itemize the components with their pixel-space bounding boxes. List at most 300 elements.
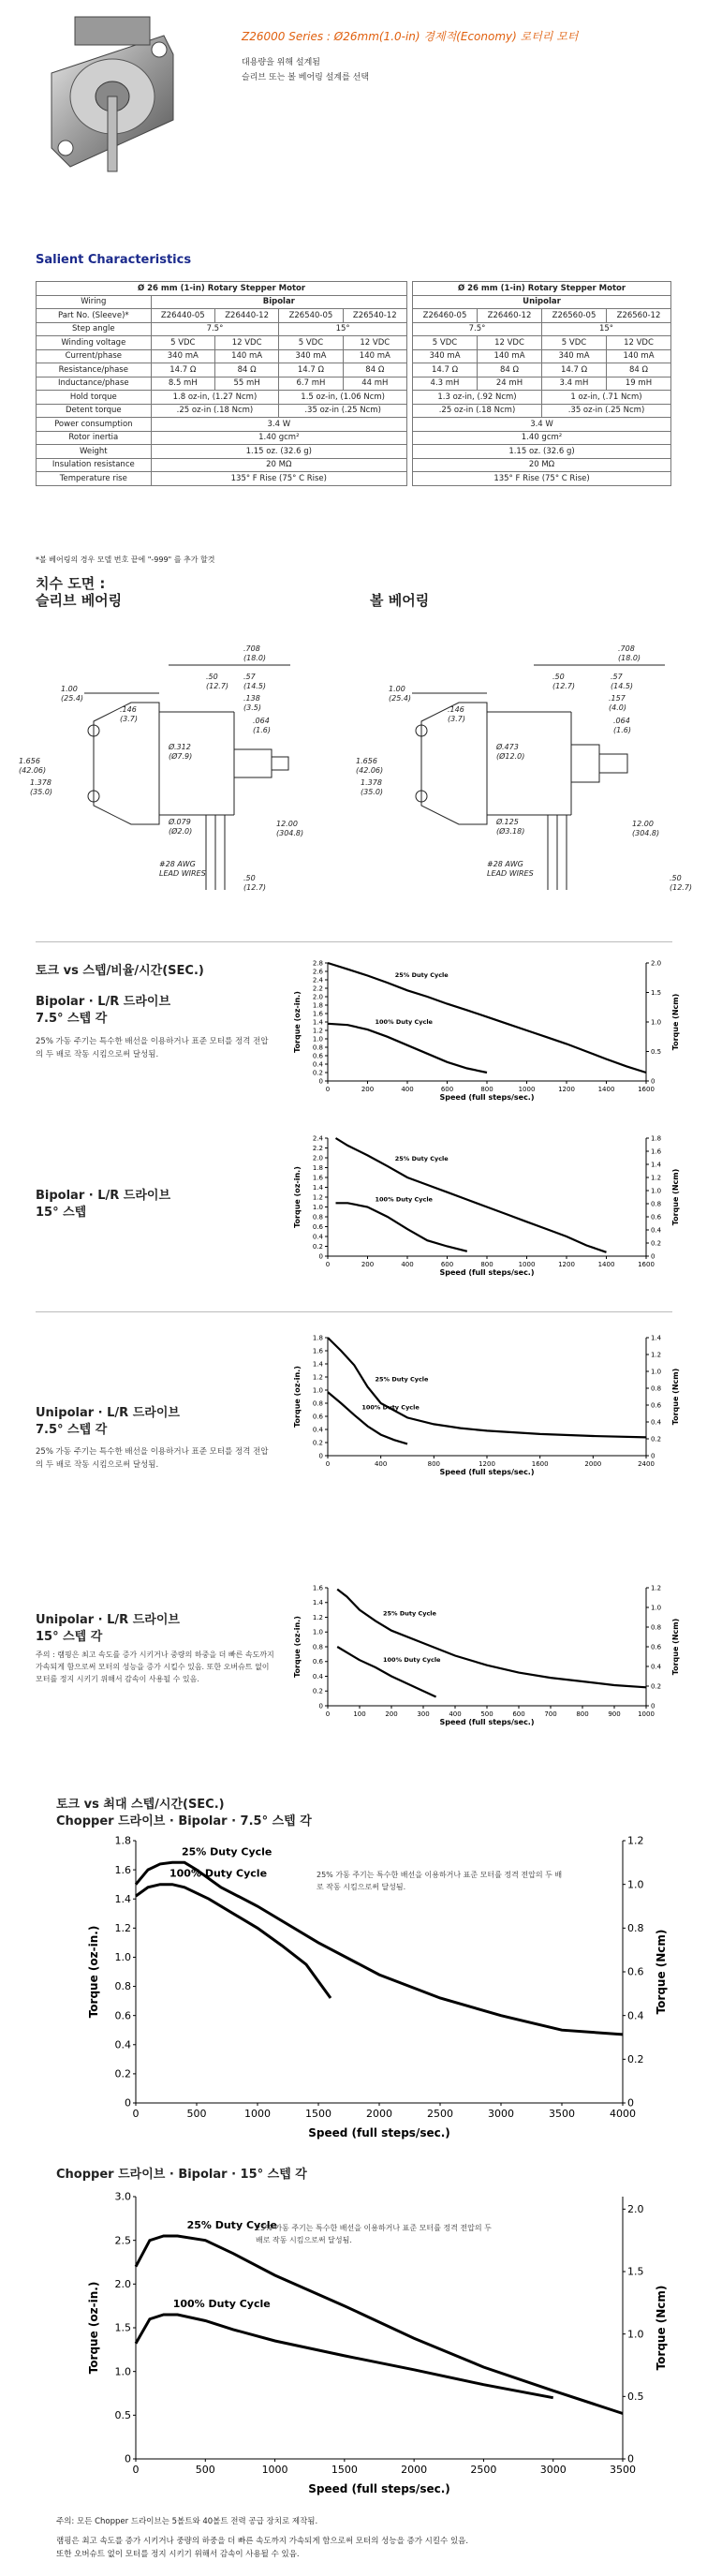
footnote: *볼 베어링의 경우 모델 번호 끝에 "-999" 를 추가 할것 xyxy=(36,555,215,564)
cell: Z26560-05 xyxy=(542,309,607,323)
y2-tick-label: 0.8 xyxy=(627,1922,644,1934)
cell: 5 VDC xyxy=(279,336,343,350)
y2-tick-label: 1.6 xyxy=(651,1147,662,1156)
y-tick-label: 0.4 xyxy=(312,1426,323,1434)
cell: .35 oz-in (.25 Ncm) xyxy=(542,404,671,418)
y2-axis-label: Torque (Ncm) xyxy=(655,1929,668,2015)
cell: 340 mA xyxy=(279,349,343,363)
dim-label: (12.7) xyxy=(552,682,576,690)
cell: 12 VDC xyxy=(214,336,278,350)
x-tick-label: 1200 xyxy=(479,1460,495,1468)
footer-note-2: 램핑은 최고 속도를 증가 시키거나 중량의 하중을 더 빠른 속도까지 가속되게 함으로써 모터의 성능을 증가 시킬수 있음. xyxy=(56,2537,469,2546)
x-tick-label: 400 xyxy=(449,1710,462,1718)
cell: Z26540-05 xyxy=(279,309,343,323)
y-tick-label: 0.2 xyxy=(312,1069,323,1077)
chopper-15-note: 25% 가동 주기는 특수한 배선을 이용하거나 표준 모터를 정격 전압의 두 배로 작동 시킴으로써 달성됨. xyxy=(256,2224,492,2244)
x-tick-label: 0 xyxy=(325,1460,331,1468)
dim-label: #28 AWG xyxy=(487,860,523,868)
row-label: Part No. (Sleeve)* xyxy=(37,309,152,323)
y2-tick-label: 0.4 xyxy=(651,1663,662,1671)
x-tick-label: 0 xyxy=(325,1710,331,1718)
y2-tick-label: 0.2 xyxy=(651,1435,662,1443)
cell: 1.3 oz-in, (.92 Ncm) xyxy=(413,391,542,405)
y2-tick-label: 0.2 xyxy=(651,1682,662,1691)
y2-tick-label: 1.0 xyxy=(651,1368,662,1376)
y-tick-label: 0.5 xyxy=(114,2409,131,2421)
cell: Z26560-12 xyxy=(607,309,671,323)
dim-label: LEAD WIRES xyxy=(487,869,534,878)
cell: 84 Ω xyxy=(478,363,542,378)
dim-label: (3.5) xyxy=(243,703,261,712)
x-tick-label: 1000 xyxy=(244,2108,271,2120)
y-tick-label: 1.0 xyxy=(312,1628,323,1636)
y2-tick-label: 1.0 xyxy=(627,1878,644,1891)
dim-label: (1.6) xyxy=(253,726,271,734)
x-tick-label: 800 xyxy=(427,1460,441,1468)
cell: 7.5° xyxy=(413,322,542,336)
y-tick-label: 1.0 xyxy=(312,1386,323,1395)
y2-axis-label: Torque (Ncm) xyxy=(671,1168,680,1226)
y2-tick-label: 0.4 xyxy=(651,1226,662,1235)
dim-label: (Ø2.0) xyxy=(169,827,193,836)
y2-tick-label: 0.8 xyxy=(651,1623,662,1632)
cell: 5 VDC xyxy=(542,336,607,350)
bipolar-table-header: Ø 26 mm (1-in) Rotary Stepper Motor xyxy=(37,282,407,296)
x-tick-label: 0 xyxy=(132,2108,140,2120)
dim-label: .146 xyxy=(448,705,464,714)
y-tick-label: 0.4 xyxy=(312,1233,323,1241)
row-label: Winding voltage xyxy=(37,336,152,350)
y-tick-label: 0.8 xyxy=(312,1643,323,1651)
bi75-title-2: 7.5° 스텝 각 xyxy=(36,1012,108,1026)
series-label: 100% Duty Cycle xyxy=(169,1867,268,1880)
series-line xyxy=(337,1647,435,1697)
dim-label: 1.00 xyxy=(389,685,405,693)
x-tick-label: 3000 xyxy=(539,2464,567,2476)
dim-label: 1.656 xyxy=(19,757,40,765)
dim-label: Ø.079 xyxy=(169,818,191,826)
y-tick-label: 1.0 xyxy=(312,1035,323,1044)
cell: 1.5 oz-in, (1.06 Ncm) xyxy=(279,391,407,405)
y2-tick-label: 1.0 xyxy=(651,1604,662,1612)
x-tick-label: 1500 xyxy=(331,2464,358,2476)
y-tick-label: 1.2 xyxy=(312,1193,323,1202)
dim-label: 1.00 xyxy=(61,685,78,693)
row-label: Insulation resistance xyxy=(37,458,152,472)
x-tick-label: 3500 xyxy=(610,2464,636,2476)
y-tick-label: 0.8 xyxy=(312,1213,323,1221)
row-label: Detent torque xyxy=(37,404,152,418)
row-label: Resistance/phase xyxy=(37,363,152,378)
y-tick-label: 1.0 xyxy=(114,1951,131,1964)
cell: Z26460-12 xyxy=(478,309,542,323)
y2-tick-label: 0.5 xyxy=(627,2391,644,2403)
y-tick-label: 0 xyxy=(318,1702,323,1710)
x-axis-label: Speed (full steps/sec.) xyxy=(439,1093,535,1102)
x-axis-label: Speed (full steps/sec.) xyxy=(439,1468,535,1476)
y2-tick-label: 1.2 xyxy=(651,1174,662,1182)
chart-unipolar-lr-15 xyxy=(290,1578,684,1728)
row-label: Wiring xyxy=(37,295,152,309)
dim-label: .50 xyxy=(552,673,565,681)
cell: 12 VDC xyxy=(478,336,542,350)
bi15-title-2: 15° 스텝 xyxy=(36,1206,87,1220)
y2-axis-label: Torque (Ncm) xyxy=(671,1368,680,1426)
x-tick-label: 400 xyxy=(401,1086,414,1093)
x-tick-label: 500 xyxy=(480,1710,493,1718)
x-axis-label: Speed (full steps/sec.) xyxy=(308,2482,450,2495)
dim-label: (18.0) xyxy=(243,654,267,662)
y2-tick-label: 0.6 xyxy=(627,1965,644,1978)
cell: 140 mA xyxy=(343,349,406,363)
x-tick-label: 1000 xyxy=(518,1086,536,1093)
dim-label: #28 AWG xyxy=(159,860,196,868)
cell: 340 mA xyxy=(413,349,478,363)
series-label: 100% Duty Cycle xyxy=(383,1656,441,1665)
y-tick-label: 1.6 xyxy=(312,1174,323,1182)
x-tick-label: 800 xyxy=(480,1261,493,1268)
y-axis-label: Torque (oz-in.) xyxy=(293,1366,302,1428)
row-label: Step angle xyxy=(37,322,152,336)
dim-label: .157 xyxy=(609,694,626,703)
series-label: 25% Duty Cycle xyxy=(394,1154,449,1162)
y-tick-label: 1.2 xyxy=(312,1027,323,1035)
y-tick-label: 1.2 xyxy=(312,1373,323,1382)
cell: 140 mA xyxy=(478,349,542,363)
unipolar-spec-table xyxy=(412,281,671,486)
y-tick-label: 1.4 xyxy=(312,1360,323,1369)
dim-label: .50 xyxy=(206,673,218,681)
cell: .35 oz-in (.25 Ncm) xyxy=(279,404,407,418)
dim-label: LEAD WIRES xyxy=(159,869,206,878)
dim-label: (14.5) xyxy=(243,682,267,690)
series-line xyxy=(328,1338,646,1437)
x-tick-label: 0 xyxy=(132,2464,140,2476)
dim-label: (4.0) xyxy=(609,703,626,712)
y-tick-label: 2.6 xyxy=(312,968,323,976)
section1-title: 토크 vs 스텝/비율/시간(SEC.) xyxy=(36,964,204,978)
x-tick-label: 600 xyxy=(440,1086,454,1093)
y-tick-label: 1.8 xyxy=(312,1001,323,1010)
dim-label: .57 xyxy=(611,673,623,681)
y2-tick-label: 1.2 xyxy=(651,1584,662,1592)
cell: 1.15 oz. (32.6 g) xyxy=(413,445,671,459)
y2-tick-label: 0 xyxy=(651,1452,655,1460)
y-tick-label: 1.2 xyxy=(114,1922,131,1934)
dim-label: (25.4) xyxy=(389,694,412,703)
cell: 15° xyxy=(279,322,407,336)
unipolar-table-header: Ø 26 mm (1-in) Rotary Stepper Motor xyxy=(413,282,671,296)
x-tick-label: 1000 xyxy=(638,1710,655,1718)
cell: 8.5 mH xyxy=(151,377,214,391)
dim-label: (Ø12.0) xyxy=(496,752,525,761)
y-tick-label: 3.0 xyxy=(114,2190,131,2203)
cell: 24 mH xyxy=(478,377,542,391)
series-line xyxy=(136,1885,331,1998)
y-tick-label: 1.6 xyxy=(312,1584,323,1592)
dims-title: 치수 도면 : xyxy=(36,575,106,592)
dim-label: (304.8) xyxy=(276,829,304,837)
uni75-desc: 25% 가동 주기는 특수한 배선을 이용하거나 표준 모터를 정격 전압의 두 배로 작동 시킴으로써 달성됨. xyxy=(36,1447,269,1470)
dim-label: (12.7) xyxy=(243,883,267,892)
row-label: Current/phase xyxy=(37,349,152,363)
cell: .25 oz-in (.18 Ncm) xyxy=(413,404,542,418)
series-label: 100% Duty Cycle xyxy=(361,1403,420,1412)
cell: 20 MΩ xyxy=(151,458,406,472)
sleeve-bearing-drawing xyxy=(19,609,356,918)
y-tick-label: 0.8 xyxy=(312,1044,323,1052)
y-tick-label: 0 xyxy=(318,1452,323,1460)
cell: 14.7 Ω xyxy=(279,363,343,378)
y-tick-label: 0.2 xyxy=(312,1687,323,1695)
series-label: 25% Duty Cycle xyxy=(383,1609,436,1618)
uni15-desc: 주의 : 램핑은 최고 속도를 증가 시키거나 중량의 하중을 더 빠른 속도까지 가속되게 함으로써 모터의 성능을 증가 시킬수 있음. 또한 오버슈트 없이 모터를 정지 시키기 위해서 감속이 사용될 수 있음. xyxy=(36,1651,274,1683)
cell: 1 oz-in, (.71 Ncm) xyxy=(542,391,671,405)
x-tick-label: 0 xyxy=(325,1261,331,1268)
cell: Z26440-12 xyxy=(214,309,278,323)
y-tick-label: 2.0 xyxy=(114,2278,131,2290)
y-tick-label: 1.5 xyxy=(114,2321,131,2334)
motor-photo xyxy=(33,7,183,185)
y-tick-label: 0.8 xyxy=(312,1399,323,1408)
dim-label: .50 xyxy=(243,874,256,882)
wiring-value: Bipolar xyxy=(151,295,406,309)
y-tick-label: 0.6 xyxy=(114,2009,131,2022)
x-tick-label: 1600 xyxy=(531,1460,549,1468)
x-tick-label: 900 xyxy=(608,1710,621,1718)
row-label: Power consumption xyxy=(37,418,152,432)
cell: 1.40 gcm² xyxy=(151,431,406,445)
bi75-title-1: Bipolar · L/R 드라이브 xyxy=(36,995,171,1009)
x-tick-label: 500 xyxy=(195,2464,215,2476)
series-label: 25% Duty Cycle xyxy=(186,2219,277,2231)
y-axis-label: Torque (oz-in.) xyxy=(293,1166,302,1228)
cell: Z26440-05 xyxy=(151,309,214,323)
y2-tick-label: 0.8 xyxy=(651,1200,662,1208)
dim-label: .708 xyxy=(243,644,260,653)
x-tick-label: 1400 xyxy=(597,1261,615,1268)
cell: 20 MΩ xyxy=(413,458,671,472)
y-tick-label: 1.4 xyxy=(312,1599,323,1607)
cell: 12 VDC xyxy=(607,336,671,350)
dim-label: (42.06) xyxy=(356,766,384,775)
y-tick-label: 2.4 xyxy=(312,976,323,985)
dim-label: (25.4) xyxy=(61,694,84,703)
x-tick-label: 400 xyxy=(401,1261,414,1268)
cell: 4.3 mH xyxy=(413,377,478,391)
x-axis-label: Speed (full steps/sec.) xyxy=(439,1718,535,1726)
series-line xyxy=(136,2315,553,2398)
y2-tick-label: 1.5 xyxy=(651,988,662,997)
x-tick-label: 600 xyxy=(512,1710,525,1718)
uni15-title-2: 15° 스텝 각 xyxy=(36,1630,103,1644)
y-tick-label: 1.8 xyxy=(312,1334,323,1342)
ball-bearing-drawing xyxy=(356,609,707,918)
cell: 340 mA xyxy=(151,349,214,363)
y2-axis-label: Torque (Ncm) xyxy=(671,1618,680,1676)
y-tick-label: 1.2 xyxy=(312,1613,323,1621)
header-desc-2: 슬리브 또는 볼 베어링 설계를 선택 xyxy=(242,73,370,82)
y-tick-label: 1.4 xyxy=(312,1018,323,1027)
dim-label: (35.0) xyxy=(30,788,53,796)
y2-tick-label: 0 xyxy=(651,1252,655,1261)
y-tick-label: 0.6 xyxy=(312,1658,323,1666)
uni75-title-2: 7.5° 스텝 각 xyxy=(36,1423,108,1437)
cell: 5 VDC xyxy=(413,336,478,350)
cell: 14.7 Ω xyxy=(413,363,478,378)
series-label: 25% Duty Cycle xyxy=(375,1375,429,1384)
y2-tick-label: 1.2 xyxy=(651,1351,662,1359)
cell: 6.7 mH xyxy=(279,377,343,391)
cell: 1.40 gcm² xyxy=(413,431,671,445)
salient-title: Salient Characteristics xyxy=(36,253,192,267)
cell: 340 mA xyxy=(542,349,607,363)
x-tick-label: 100 xyxy=(353,1710,366,1718)
cell: 19 mH xyxy=(607,377,671,391)
y-tick-label: 0.6 xyxy=(312,1052,323,1060)
y-axis-label: Torque (oz-in.) xyxy=(293,1616,302,1678)
y2-tick-label: 0.6 xyxy=(651,1401,662,1410)
y-tick-label: 2.2 xyxy=(312,1144,323,1152)
chopper-75-note: 25% 가동 주기는 특수한 배선을 이용하거나 표준 모터를 정격 전압의 두 배로 작동 시킴으로써 달성됨. xyxy=(317,1871,563,1891)
dim-label: 1.656 xyxy=(356,757,377,765)
x-tick-label: 500 xyxy=(186,2108,207,2120)
dim-label: (Ø7.9) xyxy=(169,752,193,761)
series-label: 100% Duty Cycle xyxy=(375,1195,433,1204)
y2-tick-label: 2.0 xyxy=(627,2203,644,2215)
chart-bipolar-lr-7-5 xyxy=(290,954,684,1103)
chart-bipolar-lr-15 xyxy=(290,1129,684,1279)
row-label: Hold torque xyxy=(37,391,152,405)
y-tick-label: 1.8 xyxy=(114,1834,131,1847)
cell: 3.4 W xyxy=(413,418,671,432)
y2-tick-label: 0.6 xyxy=(651,1213,662,1221)
row-label: Inductance/phase xyxy=(37,377,152,391)
y-tick-label: 0 xyxy=(318,1077,323,1086)
dim-label: 12.00 xyxy=(632,820,654,828)
y-axis-label: Torque (oz-in.) xyxy=(293,991,302,1053)
series-line xyxy=(336,1203,467,1251)
y2-tick-label: 0.6 xyxy=(651,1643,662,1651)
dim-label: .57 xyxy=(243,673,256,681)
dim-label: (3.7) xyxy=(448,715,465,723)
bi75-desc: 25% 가동 주기는 특수한 배선을 이용하거나 표준 모터를 정격 전압의 두 배로 작동 시킴으로써 달성됨. xyxy=(36,1037,269,1059)
y-tick-label: 1.6 xyxy=(312,1347,323,1355)
row-label: Temperature rise xyxy=(37,472,152,486)
ball-title: 볼 베어링 xyxy=(370,592,430,609)
y-tick-label: 2.5 xyxy=(114,2234,131,2247)
dim-label: .708 xyxy=(618,644,635,653)
series-line xyxy=(328,1024,487,1073)
cell: 84 Ω xyxy=(343,363,406,378)
x-tick-label: 2400 xyxy=(638,1460,655,1468)
dim-label: 12.00 xyxy=(276,820,298,828)
x-tick-label: 300 xyxy=(417,1710,430,1718)
x-tick-label: 1000 xyxy=(261,2464,288,2476)
x-tick-label: 600 xyxy=(440,1261,454,1268)
y2-tick-label: 0.2 xyxy=(651,1239,662,1248)
y-tick-label: 1.6 xyxy=(312,1010,323,1018)
cell: 3.4 mH xyxy=(542,377,607,391)
cell: 135° F Rise (75° C Rise) xyxy=(413,472,671,486)
dim-label: 1.378 xyxy=(30,778,52,787)
y-tick-label: 1.0 xyxy=(312,1203,323,1211)
y2-tick-label: 0.2 xyxy=(627,2053,644,2065)
cell: 14.7 Ω xyxy=(542,363,607,378)
footer-note-1: 주의: 모든 Chopper 드라이브는 5볼트와 40볼트 전력 공급 장치로 제작됨. xyxy=(56,2517,318,2526)
y-tick-label: 0.2 xyxy=(312,1439,323,1447)
dim-label: (14.5) xyxy=(611,682,634,690)
row-label: Weight xyxy=(37,445,152,459)
x-tick-label: 400 xyxy=(374,1460,388,1468)
x-tick-label: 200 xyxy=(361,1261,375,1268)
x-axis-label: Speed (full steps/sec.) xyxy=(439,1268,535,1277)
x-tick-label: 1500 xyxy=(305,2108,331,2120)
chart-unipolar-lr-7-5 xyxy=(290,1328,684,1478)
cell: 14.7 Ω xyxy=(151,363,214,378)
uni75-title-1: Unipolar · L/R 드라이브 xyxy=(36,1406,180,1420)
y2-axis-label: Torque (Ncm) xyxy=(655,2285,668,2371)
cell: 140 mA xyxy=(607,349,671,363)
y2-tick-label: 1.4 xyxy=(651,1161,662,1169)
y-tick-label: 0.6 xyxy=(312,1413,323,1421)
dim-label: .146 xyxy=(120,705,137,714)
cell: 7.5° xyxy=(151,322,279,336)
y2-tick-label: 0.8 xyxy=(651,1384,662,1393)
divider xyxy=(36,941,672,942)
unipolar-subheader: Unipolar xyxy=(413,295,671,309)
x-tick-label: 1200 xyxy=(558,1261,575,1268)
cell: 135° F Rise (75° C Rise) xyxy=(151,472,406,486)
y-tick-label: 1.4 xyxy=(312,1183,323,1192)
y-tick-label: 2.4 xyxy=(312,1134,323,1143)
dim-label: (42.06) xyxy=(19,766,47,775)
x-tick-label: 2500 xyxy=(427,2108,453,2120)
cell: .25 oz-in (.18 Ncm) xyxy=(151,404,279,418)
cell: Z26540-12 xyxy=(343,309,406,323)
dim-label: (35.0) xyxy=(361,788,384,796)
y-tick-label: 2.0 xyxy=(312,993,323,1001)
cell: 12 VDC xyxy=(343,336,406,350)
x-tick-label: 1000 xyxy=(518,1261,536,1268)
x-tick-label: 700 xyxy=(544,1710,557,1718)
x-tick-label: 1400 xyxy=(597,1086,615,1093)
y2-tick-label: 1.8 xyxy=(651,1134,662,1143)
dim-label: .138 xyxy=(243,694,260,703)
series-label: 25% Duty Cycle xyxy=(182,1845,272,1858)
y-tick-label: 0.4 xyxy=(114,2038,131,2051)
dim-label: (1.6) xyxy=(613,726,631,734)
y2-tick-label: 1.4 xyxy=(651,1334,662,1342)
y2-tick-label: 1.0 xyxy=(651,1018,662,1027)
dim-label: (18.0) xyxy=(618,654,641,662)
cell: 140 mA xyxy=(214,349,278,363)
x-tick-label: 2000 xyxy=(401,2464,428,2476)
y2-tick-label: 2.0 xyxy=(651,959,662,968)
section2-title-2: Chopper 드라이브 · Bipolar · 7.5° 스텝 각 xyxy=(56,1814,312,1828)
x-axis-label: Speed (full steps/sec.) xyxy=(308,2126,450,2139)
x-tick-label: 800 xyxy=(480,1086,493,1093)
y-tick-label: 1.6 xyxy=(114,1863,131,1876)
cell: 44 mH xyxy=(343,377,406,391)
dim-label: (12.7) xyxy=(206,682,229,690)
y2-tick-label: 1.5 xyxy=(627,2265,644,2278)
y2-tick-label: 0.4 xyxy=(627,2009,644,2022)
row-label: Rotor inertia xyxy=(37,431,152,445)
y-tick-label: 0 xyxy=(125,2096,131,2110)
y2-tick-label: 0 xyxy=(651,1702,655,1710)
y-tick-label: 0.4 xyxy=(312,1672,323,1680)
